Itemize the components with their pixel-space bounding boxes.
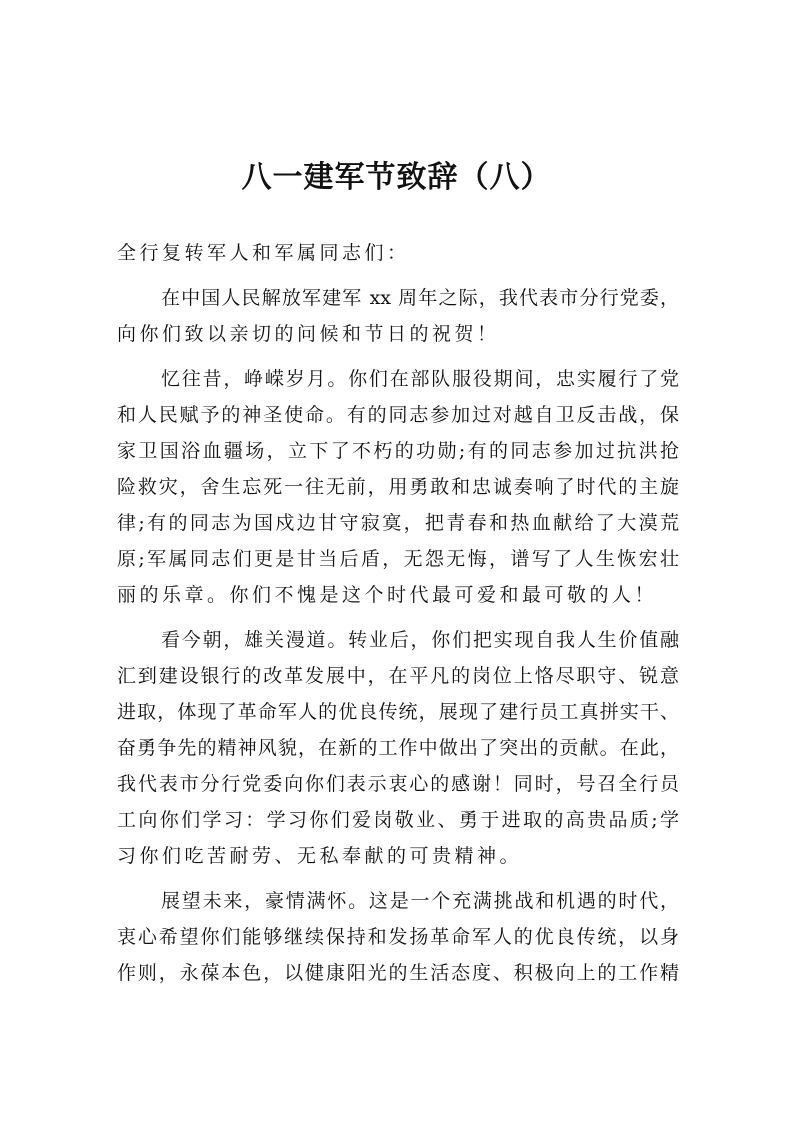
text-line: 习你们吃苦耐劳、无私奉献的可贵精神。 [117,845,523,867]
text-line: 和人民赋予的神圣使命。有的同志参加过对越自卫反击战，保 [117,404,679,426]
text-line: 丽的乐章。你们不愧是这个时代最可爱和最可敬的人！ [117,584,658,606]
paragraph [117,361,679,613]
paragraph [117,883,679,991]
paragraph [117,235,679,271]
text-line: 忆往昔，峥嵘岁月。你们在部队服役期间，忠实履行了党 [161,368,679,390]
text-line: 在中国人民解放军建军 xx 周年之际，我代表市分行党委， [161,287,679,309]
text-line: 汇到建设银行的改革发展中，在平凡的岗位上恪尽职守、锐意 [117,665,679,687]
text-line: 向你们致以亲切的问候和节日的祝贺！ [117,323,500,345]
text-line: 展望未来，豪情满怀。这是一个充满挑战和机遇的时代， [161,890,679,912]
text-line: 进取，体现了革命军人的优良传统，展现了建行员工真拼实干、 [117,701,679,723]
text-line: 作则，永葆本色，以健康阳光的生活态度、积极向上的工作精 [117,962,679,984]
paragraph [117,280,679,352]
text-line: 我代表市分行党委向你们表示衷心的感谢！同时，号召全行员 [117,773,679,795]
text-line: 看今朝，雄关漫道。转业后，你们把实现自我人生价值融 [161,629,679,651]
document-body [117,235,679,991]
text-line: 全行复转军人和军属同志们： [117,242,410,264]
paragraph [117,622,679,874]
document-title: 八一建军节致辞（八） [241,160,552,195]
text-line: 奋勇争先的精神风貌，在新的工作中做出了突出的贡献。在此， [117,737,679,759]
text-line: 工向你们学习：学习你们爱岗敬业、勇于进取的高贵品质;学 [117,809,679,831]
text-line: 险救灾，舍生忘死一往无前，用勇敢和忠诚奏响了时代的主旋 [117,476,679,498]
text-line: 衷心希望你们能够继续保持和发扬革命军人的优良传统，以身 [117,926,679,948]
text-line: 家卫国浴血疆场，立下了不朽的功勋;有的同志参加过抗洪抢 [117,440,679,462]
text-line: 原;军属同志们更是甘当后盾，无怨无悔，谱写了人生恢宏壮 [117,548,679,570]
text-line: 律;有的同志为国戍边甘守寂寞，把青春和热血献给了大漠荒 [117,512,679,534]
